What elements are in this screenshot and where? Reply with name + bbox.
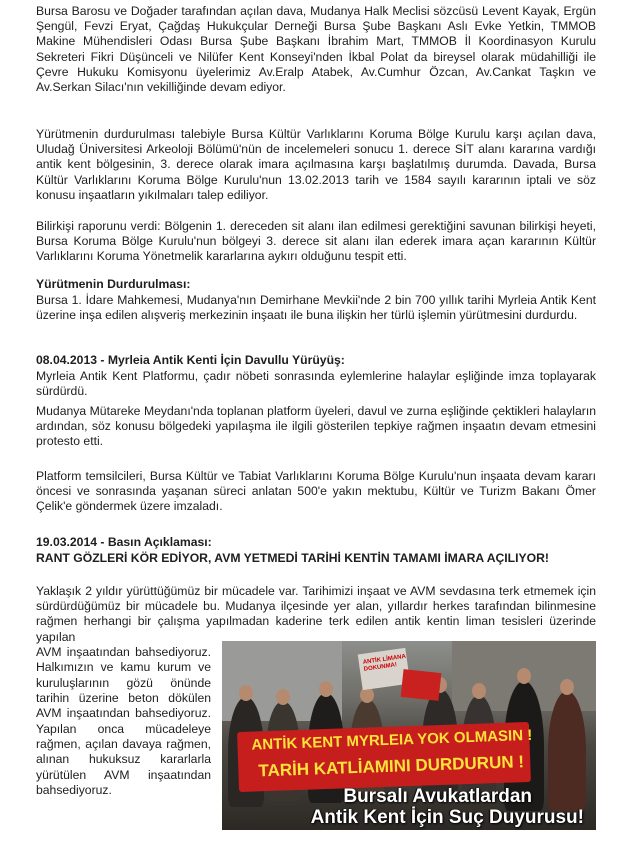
protester-head [319, 681, 333, 697]
protester-head [517, 668, 531, 684]
banner-line-1: ANTİK KENT MYRLEIA YOK OLMASIN ! [251, 726, 533, 754]
protest-photo [222, 641, 596, 830]
protester-head [560, 679, 574, 695]
heading-press-release-date: 19.03.2014 - Basın Açıklaması: [36, 535, 212, 549]
paragraph-struggle: Yaklaşık 2 yıldır yürüttüğümüz bir mücadele var. Tarihimizi inşaat ve AVM sevdasına terk etmemek için sürdürdüğümüz bir mücadele bu. Mudanya ilçesinde yer alan, yıllardır herkes tarafından bilinmesine rağmen herhangi bir çalışma yapılmadan kaderine terk edilen antik kentin liman tesisleri üzerinde yapılan [36, 584, 596, 644]
paragraph-struggle-continued: AVM inşaatından bahsediyoruz. Halkımızın ve kamu kurum ve kuruluşlarının gözü önünde tarihin üzerine beton dökülen AVM inşaatından bahsediyoruz. Yapılan onca mücadeleye rağmen, açılan davaya rağmen, alınan hukuksuz kararlarla yürütülen AVM inşaatından bahsediyoruz. [36, 645, 211, 797]
paragraph-lawsuit-parties: Bursa Barosu ve Doğader tarafından açılan dava, Mudanya Halk Meclisi sözcüsü Levent Kayak, Ergün Şengül, Fevzi Eryat, Çağdaş Hukukçular Derneği Bursa Şube Başkanı Aslı Evke Yetkin, TMMOB Makine Mühendisleri Odası Bursa Şube Başkanı İbrahim Mart, TMMOB İl Koordinasyon Kurulu Sekreteri Fikri Düşünceli ve Nilüfer Kent Konseyi'nden İkbal Polat da bireysel olarak müdahilliği ile Çevre Hukuku Komisyonu üyelerimiz Av.Eralp Atabek, Av.Cumhur Özcan, Av.Cankat Taşkın ve Av.Serkan Silacı'nın vekilliğinde devam ediyor. [36, 4, 596, 95]
paragraph-letters: Platform temsilcileri, Bursa Kültür ve Tabiat Varlıklarını Koruma Bölge Kurulu'nun inşaata devam kararı öncesi ve sonrasında yaşanan süreci anlatan 500'e yakın mektubu, Kültür ve Turizm Bakanı Ömer Çelik'e göndermek üzere imzaladı. [36, 469, 596, 514]
heading-press-release-title: RANT GÖZLERİ KÖR EDİYOR, AVM YETMEDİ TARİHİ KENTİN TAMAMI İMARA AÇILIYOR! [36, 551, 549, 565]
photo-caption-line-2: Antik Kent İçin Suç Duyurusu! [310, 807, 584, 828]
protest-sign-text: ANTİK LİMANA DOKUNMA! [362, 653, 407, 673]
photo-caption-line-1: Bursalı Avukatlardan [343, 786, 532, 807]
protest-banner [237, 722, 531, 792]
paragraph-platform-signatures: Myrleia Antik Kent Platformu, çadır nöbeti sonrasında eylemlerine halaylar eşliğinde imza toplayarak sürdürdü. [36, 369, 596, 399]
red-placard [401, 669, 442, 701]
banner-line-2: TARİH KATLİAMINI DURDURUN ! [258, 752, 525, 781]
protester-head [276, 689, 290, 705]
paragraph-expert-report: Bilirkişi raporunu verdi: Bölgenin 1. dereceden sit alanı ilan edilmesi gerektiğini savunan bilirkişi heyeti, Bursa Koruma Bölge Kurulu'nun bölgeyi 3. derece sit alanı ilan ederek imara açan kararının Kültür Varlıklarını Koruma Yönetmelik kararlarına aykırı olduğunu tespit etti. [36, 219, 596, 264]
protester-head [472, 683, 486, 699]
protester-head [239, 685, 253, 701]
paragraph-court-decision: Bursa 1. İdare Mahkemesi, Mudanya'nın Demirhane Mevkii'nde 2 bin 700 yıllık tarihi Myrleia Antik Kent üzerine inşa edilen alışveriş merkezinin inşaatı ile buna ilişkin her türlü işlemin yürütmesini durdurdu. [36, 293, 596, 323]
heading-drum-march: 08.04.2013 - Myrleia Antik Kenti İçin Davullu Yürüyüş: [36, 353, 345, 367]
paragraph-stay-request: Yürütmenin durdurulması talebiyle Bursa Kültür Varlıklarını Koruma Bölge Kurulu karşı açılan dava, Uludağ Üniversitesi Arkeoloji Bölümü'nün de incelemeleri sonucu 1. derece SİT alanı kararına vardığı antik kent bölgesinin, 3. derece olarak imara açılmasına karşı başlatılmış durumda. Davada, Bursa Kültür Varlıklarını Koruma Bölge Kurulu'nun 13.02.2013 tarih ve 1584 sayılı kararının iptali ve söz konusu inşaatların yıkılmaları talep ediliyor. [36, 127, 596, 202]
protester [548, 691, 586, 811]
heading-stay-of-execution: Yürütmenin Durdurulması: [36, 277, 191, 291]
paragraph-protest: Mudanya Mütareke Meydanı'nda toplanan platform üyeleri, davul ve zurna eşliğinde çektikleri halayların ardından, söz konusu bölgedeki yapılaşma ile ilgili gösterilen tepkiye rağmen inşaatın devam etmesini protesto etti. [36, 404, 596, 449]
